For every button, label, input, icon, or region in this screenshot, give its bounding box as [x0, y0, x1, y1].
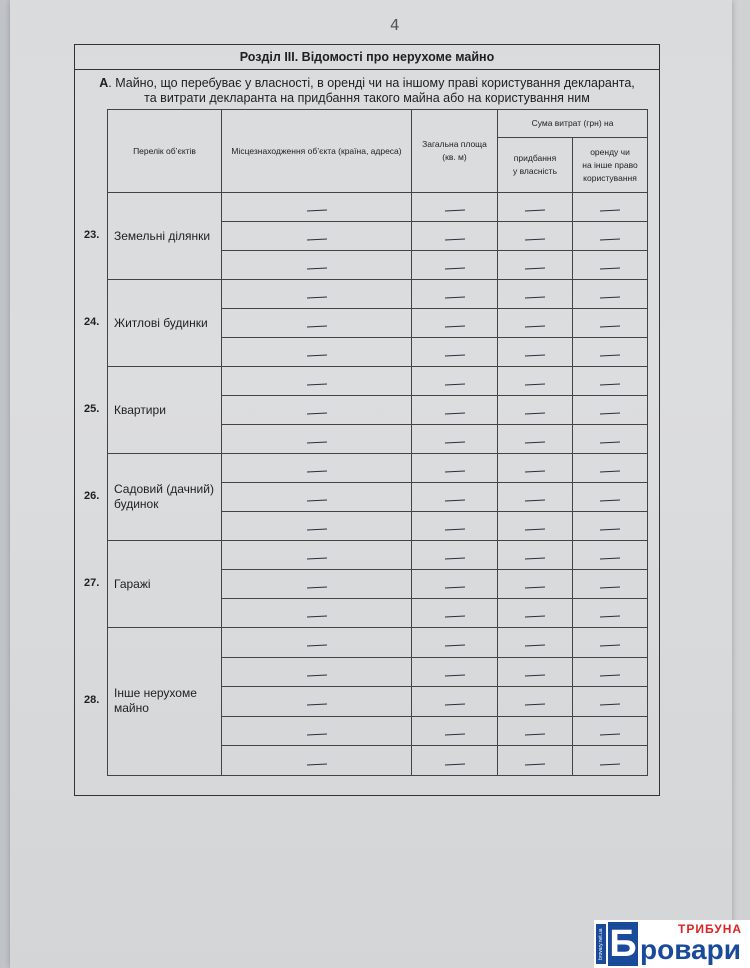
dash-mark — [444, 441, 464, 443]
header-rent-line1: оренду чи — [590, 146, 630, 157]
logo-letter: Б — [609, 923, 637, 965]
dash-mark — [525, 704, 545, 706]
table-row — [108, 454, 648, 483]
empty-cell — [498, 483, 573, 512]
dash-mark — [306, 441, 326, 443]
real-estate-table — [107, 109, 648, 776]
subsection-heading — [80, 76, 654, 106]
dash-mark — [306, 763, 326, 765]
empty-cell — [498, 367, 573, 396]
dash-mark — [525, 763, 545, 765]
row-number: 26. — [84, 489, 100, 502]
dash-mark — [525, 383, 545, 385]
empty-cell — [573, 309, 648, 338]
empty-cell — [498, 628, 573, 658]
dash-mark — [444, 383, 464, 385]
empty-cell — [222, 309, 412, 338]
empty-cell — [498, 687, 573, 717]
empty-cell — [573, 716, 648, 746]
empty-cell — [222, 657, 412, 687]
empty-cell — [573, 280, 648, 309]
row-number: 23. — [84, 228, 100, 241]
empty-cell — [498, 193, 573, 222]
object-type-label: Гаражі — [108, 541, 222, 628]
dash-mark — [444, 412, 464, 414]
subsection-letter: А — [99, 76, 109, 90]
empty-cell — [412, 338, 498, 367]
tribuna-brovary-logo — [594, 920, 750, 968]
empty-cell — [222, 716, 412, 746]
dash-mark — [600, 704, 620, 706]
empty-cell — [222, 541, 412, 570]
empty-cell — [573, 541, 648, 570]
header-purchase — [498, 138, 573, 193]
dash-mark — [306, 674, 326, 676]
empty-cell — [412, 570, 498, 599]
empty-cell — [222, 483, 412, 512]
dash-mark — [525, 470, 545, 472]
empty-cell — [573, 483, 648, 512]
header-rent — [573, 138, 648, 193]
dash-mark — [306, 557, 326, 559]
dash-mark — [600, 470, 620, 472]
dash-mark — [525, 412, 545, 414]
empty-cell — [498, 396, 573, 425]
dash-mark — [444, 734, 464, 736]
row-number: 24. — [84, 315, 100, 328]
empty-cell — [222, 222, 412, 251]
empty-cell — [498, 657, 573, 687]
dash-mark — [525, 238, 545, 240]
header-purchase-line2: у власність — [512, 166, 558, 176]
dash-mark — [444, 704, 464, 706]
dash-mark — [444, 296, 464, 298]
dash-mark — [600, 354, 620, 356]
empty-cell — [498, 280, 573, 309]
dash-mark — [306, 209, 326, 211]
empty-cell — [222, 193, 412, 222]
empty-cell — [498, 425, 573, 454]
empty-cell — [573, 251, 648, 280]
dash-mark — [306, 383, 326, 385]
empty-cell — [222, 396, 412, 425]
dash-mark — [600, 557, 620, 559]
empty-cell — [573, 657, 648, 687]
dash-mark — [306, 586, 326, 588]
dash-mark — [444, 470, 464, 472]
dash-mark — [525, 296, 545, 298]
empty-cell — [573, 570, 648, 599]
empty-cell — [573, 222, 648, 251]
dash-mark — [306, 470, 326, 472]
dash-mark — [306, 267, 326, 269]
object-type-label: Квартири — [108, 367, 222, 454]
object-type-label: Інше нерухоме майно — [108, 628, 222, 776]
dash-mark — [306, 734, 326, 736]
dash-mark — [525, 325, 545, 327]
empty-cell — [412, 280, 498, 309]
dash-mark — [600, 296, 620, 298]
dash-mark — [525, 528, 545, 530]
empty-cell — [573, 338, 648, 367]
section-title: Розділ ІІІ. Відомості про нерухоме майно — [74, 44, 660, 70]
empty-cell — [412, 512, 498, 541]
empty-cell — [222, 512, 412, 541]
dash-mark — [306, 615, 326, 617]
header-objects: Перелік об’єктів — [108, 110, 222, 193]
header-area — [412, 110, 498, 193]
dash-mark — [444, 528, 464, 530]
empty-cell — [222, 746, 412, 776]
empty-cell — [498, 746, 573, 776]
empty-cell — [412, 309, 498, 338]
dash-mark — [444, 209, 464, 211]
empty-cell — [412, 483, 498, 512]
dash-mark — [444, 763, 464, 765]
dash-mark — [600, 412, 620, 414]
empty-cell — [222, 425, 412, 454]
dash-mark — [525, 557, 545, 559]
empty-cell — [498, 512, 573, 541]
dash-mark — [525, 354, 545, 356]
empty-cell — [222, 570, 412, 599]
empty-cell — [412, 541, 498, 570]
empty-cell — [412, 454, 498, 483]
empty-cell — [573, 396, 648, 425]
empty-cell — [498, 338, 573, 367]
logo-side-text: brovary.net.ua — [596, 924, 606, 964]
empty-cell — [412, 251, 498, 280]
object-type-label: Садовий (дачний) будинок — [108, 454, 222, 541]
empty-cell — [412, 599, 498, 628]
dash-mark — [306, 354, 326, 356]
dash-mark — [306, 238, 326, 240]
subsection-line1: . Майно, що перебуває у власності, в оренді чи на іншому праві користування декларанта, — [108, 76, 635, 90]
empty-cell — [412, 222, 498, 251]
header-rent-line3: користування — [583, 172, 637, 183]
empty-cell — [498, 454, 573, 483]
dash-mark — [306, 412, 326, 414]
empty-cell — [222, 251, 412, 280]
dash-mark — [444, 645, 464, 647]
empty-cell — [573, 454, 648, 483]
empty-cell — [573, 599, 648, 628]
empty-cell — [498, 570, 573, 599]
empty-cell — [573, 193, 648, 222]
empty-cell — [412, 193, 498, 222]
subsection-line2: та витрати декларанта на придбання такого майна або на користування ним — [144, 91, 590, 105]
dash-mark — [444, 267, 464, 269]
empty-cell — [222, 338, 412, 367]
dash-mark — [444, 325, 464, 327]
dash-mark — [600, 674, 620, 676]
dash-mark — [525, 674, 545, 676]
dash-mark — [444, 557, 464, 559]
dash-mark — [525, 615, 545, 617]
row-number: 28. — [84, 694, 100, 706]
empty-cell — [498, 716, 573, 746]
object-type-label: Земельні ділянки — [108, 193, 222, 280]
dash-mark — [600, 325, 620, 327]
dash-mark — [306, 296, 326, 298]
empty-cell — [222, 628, 412, 658]
empty-cell — [573, 425, 648, 454]
dash-mark — [600, 499, 620, 501]
dash-mark — [444, 586, 464, 588]
dash-mark — [525, 209, 545, 211]
page-number: 4 — [390, 16, 400, 34]
table-row — [108, 193, 648, 222]
header-expenses: Сума витрат (грн) на — [498, 110, 648, 138]
dash-mark — [444, 499, 464, 501]
header-rent-line2: на інше право — [582, 159, 638, 170]
empty-cell — [412, 425, 498, 454]
dash-mark — [525, 267, 545, 269]
empty-cell — [412, 687, 498, 717]
row-number: 27. — [84, 576, 100, 589]
dash-mark — [306, 528, 326, 530]
empty-cell — [222, 280, 412, 309]
dash-mark — [600, 763, 620, 765]
logo-main-text: ровари — [640, 934, 741, 965]
empty-cell — [222, 454, 412, 483]
table-row — [108, 280, 648, 309]
empty-cell — [498, 309, 573, 338]
table-row — [108, 367, 648, 396]
empty-cell — [498, 599, 573, 628]
header-location: Місцезнаходження об’єкта (країна, адреса) — [222, 110, 412, 193]
dash-mark — [600, 209, 620, 211]
dash-mark — [600, 645, 620, 647]
empty-cell — [498, 222, 573, 251]
empty-cell — [573, 367, 648, 396]
dash-mark — [525, 499, 545, 501]
dash-mark — [600, 734, 620, 736]
empty-cell — [222, 687, 412, 717]
empty-cell — [412, 746, 498, 776]
empty-cell — [412, 657, 498, 687]
empty-cell — [573, 628, 648, 658]
dash-mark — [600, 441, 620, 443]
dash-mark — [600, 528, 620, 530]
dash-mark — [444, 238, 464, 240]
empty-cell — [412, 396, 498, 425]
dash-mark — [525, 441, 545, 443]
header-area-line1: Загальна площа — [422, 139, 487, 149]
dash-mark — [600, 267, 620, 269]
dash-mark — [600, 238, 620, 240]
table-body — [108, 193, 648, 776]
empty-cell — [412, 367, 498, 396]
empty-cell — [222, 599, 412, 628]
empty-cell — [573, 746, 648, 776]
empty-cell — [498, 541, 573, 570]
dash-mark — [525, 586, 545, 588]
empty-cell — [573, 687, 648, 717]
empty-cell — [222, 367, 412, 396]
dash-mark — [444, 674, 464, 676]
table-row — [108, 541, 648, 570]
object-type-label: Житлові будинки — [108, 280, 222, 367]
empty-cell — [573, 512, 648, 541]
logo-top-text: ТРИБУНА — [678, 922, 743, 936]
dash-mark — [525, 734, 545, 736]
empty-cell — [412, 716, 498, 746]
dash-mark — [525, 645, 545, 647]
empty-cell — [412, 628, 498, 658]
dash-mark — [600, 383, 620, 385]
table-row — [108, 628, 648, 658]
dash-mark — [444, 615, 464, 617]
dash-mark — [306, 704, 326, 706]
dash-mark — [306, 325, 326, 327]
row-number: 25. — [84, 402, 100, 415]
dash-mark — [306, 645, 326, 647]
dash-mark — [600, 615, 620, 617]
dash-mark — [306, 499, 326, 501]
header-area-line2: (кв. м) — [442, 152, 467, 162]
header-purchase-line1: придбання — [513, 153, 557, 163]
dash-mark — [600, 586, 620, 588]
dash-mark — [444, 354, 464, 356]
empty-cell — [498, 251, 573, 280]
